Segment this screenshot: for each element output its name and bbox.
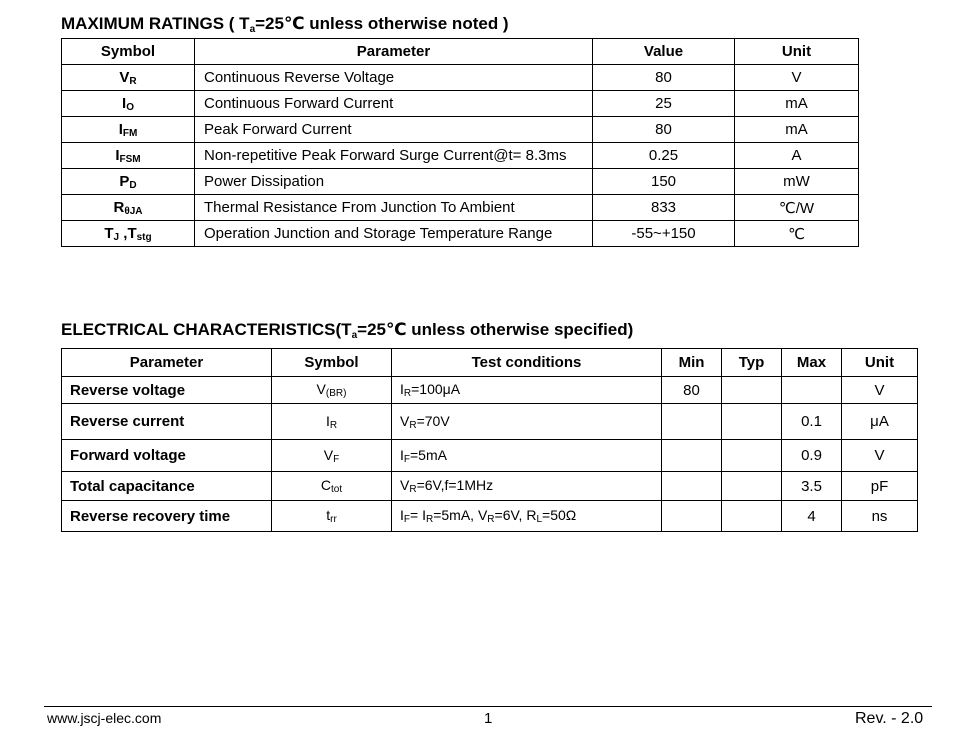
condition-subscript: R [409, 484, 417, 495]
header-min: Min [662, 349, 722, 377]
electrical-title: ELECTRICAL $CHARACTERISTICS(T_a=25℃$ unless otherwise specified) [61, 320, 634, 341]
symbol-main: ,T [119, 224, 137, 242]
electrical-header-row [62, 349, 918, 377]
electrical-row [62, 440, 918, 472]
symbol-cell [62, 91, 195, 117]
value-cell: 25 [593, 91, 735, 117]
value-cell: 80 [593, 117, 735, 143]
condition-subscript: F [403, 514, 410, 525]
electrical-table [61, 348, 918, 532]
header-typ: Typ [722, 349, 782, 377]
header-unit: Unit [842, 349, 918, 377]
condition-symbol: V [400, 412, 410, 429]
max-ratings-row [62, 195, 859, 221]
parameter-cell: Forward voltage [62, 440, 272, 472]
unit-cell: ℃ [735, 221, 859, 247]
unit-cell: A [735, 143, 859, 169]
test-conditions-cell [392, 501, 662, 532]
min-cell [662, 501, 722, 532]
max-cell: 3.5 [782, 472, 842, 501]
symbol-main: I [118, 120, 123, 138]
condition-subscript: R [487, 514, 495, 525]
typ-cell [722, 501, 782, 532]
symbol-cell [272, 377, 392, 404]
electrical-row [62, 472, 918, 501]
max-cell [782, 377, 842, 404]
symbol-main: P [119, 172, 130, 190]
electrical-row [62, 377, 918, 404]
header-max: Max [782, 349, 842, 377]
symbol-main: V [323, 446, 334, 463]
symbol-main: V [119, 68, 130, 86]
condition-value: =100μA [411, 381, 461, 397]
parameter-cell: Continuous Forward Current [195, 91, 593, 117]
symbol-subscript: stg [136, 231, 152, 243]
electrical-row [62, 501, 918, 532]
test-conditions-cell [392, 440, 662, 472]
parameter-cell: Reverse voltage [62, 377, 272, 404]
symbol-main: C [320, 477, 331, 493]
max-ratings-row [62, 169, 859, 195]
footer-website: www.jscj-elec.com [47, 710, 162, 726]
parameter-cell: Peak Forward Current [195, 117, 593, 143]
symbol-main: R [113, 198, 125, 216]
unit-cell: mA [735, 91, 859, 117]
typ-cell [722, 377, 782, 404]
max-ratings-title: MAXIMUM RATINGS ( $T_a=25℃$ unless otherwise noted ) [61, 14, 509, 35]
unit-cell: V [842, 440, 918, 472]
header-test-conditions: Test conditions [392, 349, 662, 377]
parameter-cell: Reverse current [62, 404, 272, 440]
min-cell [662, 472, 722, 501]
test-conditions-cell [392, 404, 662, 440]
symbol-main: T [104, 224, 114, 242]
symbol-cell [62, 117, 195, 143]
symbol-subscript: (BR) [325, 388, 347, 399]
symbol-subscript: FSM [119, 153, 141, 165]
header-value: Value [593, 39, 735, 65]
max-ratings-row [62, 91, 859, 117]
value-cell: 80 [593, 65, 735, 91]
symbol-subscript: F [333, 453, 340, 465]
symbol-main: t [326, 507, 331, 523]
condition-subscript: F [403, 453, 410, 465]
symbol-cell [62, 169, 195, 195]
condition-symbol: I [400, 381, 404, 397]
symbol-subscript: O [126, 101, 134, 113]
symbol-subscript: FM [122, 127, 138, 139]
symbol-subscript: θJA [124, 205, 143, 217]
typ-cell [722, 440, 782, 472]
typ-cell [722, 404, 782, 440]
symbol-subscript: tot [331, 484, 343, 495]
footer-revision: Rev. - 2.0 [855, 710, 924, 727]
min-cell [662, 404, 722, 440]
unit-cell: V [842, 377, 918, 404]
unit-cell: ℃/W [735, 195, 859, 221]
max-cell: 0.1 [782, 404, 842, 440]
symbol-cell [272, 404, 392, 440]
condition-subscript: R [403, 388, 412, 399]
condition-value: =5mA, [433, 507, 478, 523]
value-cell: -55~+150 [593, 221, 735, 247]
symbol-subscript: rr [330, 514, 337, 525]
symbol-cell [62, 195, 195, 221]
symbol-main: I [122, 94, 127, 112]
unit-cell: ns [842, 501, 918, 532]
symbol-cell [62, 65, 195, 91]
symbol-cell [62, 221, 195, 247]
symbol-main: I [115, 146, 120, 164]
min-cell: 80 [662, 377, 722, 404]
parameter-cell: Operation Junction and Storage Temperature Range [195, 221, 593, 247]
condition-symbol: I [400, 446, 404, 463]
unit-cell: μA [842, 404, 918, 440]
condition-value: =6V,f=1MHz [416, 477, 494, 493]
symbol-main: V [316, 381, 326, 397]
condition-subscript: R [425, 514, 434, 525]
parameter-cell: Total capacitance [62, 472, 272, 501]
condition-subscript: L [536, 514, 543, 525]
condition-symbol: R [526, 507, 537, 523]
parameter-cell: Continuous Reverse Voltage [195, 65, 593, 91]
max-ratings-row [62, 221, 859, 247]
max-cell: 4 [782, 501, 842, 532]
header-unit: Unit [735, 39, 859, 65]
value-cell: 833 [593, 195, 735, 221]
symbol-main: I [325, 412, 330, 429]
max-ratings-table [61, 38, 859, 247]
condition-value: =5mA [410, 446, 447, 463]
min-cell [662, 440, 722, 472]
header-symbol: Symbol [272, 349, 392, 377]
symbol-subscript: R [329, 419, 338, 431]
max-ratings-row [62, 117, 859, 143]
footer-divider [44, 706, 932, 707]
condition-subscript: R [409, 419, 417, 431]
header-symbol: Symbol [62, 39, 195, 65]
symbol-cell [272, 472, 392, 501]
condition-symbol: V [400, 477, 410, 493]
header-parameter: Parameter [62, 349, 272, 377]
condition-symbol: I [422, 507, 426, 523]
parameter-cell: Thermal Resistance From Junction To Ambient [195, 195, 593, 221]
condition-symbol: I [400, 507, 404, 523]
value-cell: 150 [593, 169, 735, 195]
test-conditions-cell [392, 377, 662, 404]
symbol-cell [62, 143, 195, 169]
test-conditions-cell [392, 472, 662, 501]
unit-cell: mW [735, 169, 859, 195]
header-parameter: Parameter [195, 39, 593, 65]
symbol-subscript: D [129, 179, 137, 191]
condition-value: = [410, 507, 423, 523]
max-ratings-row [62, 143, 859, 169]
unit-cell: mA [735, 117, 859, 143]
parameter-cell: Non-repetitive Peak Forward Surge Current@t= 8.3ms [195, 143, 593, 169]
condition-value: =50Ω [542, 507, 577, 523]
unit-cell: pF [842, 472, 918, 501]
electrical-row [62, 404, 918, 440]
value-cell: 0.25 [593, 143, 735, 169]
max-ratings-row [62, 65, 859, 91]
condition-value: =6V, [494, 507, 527, 523]
symbol-cell [272, 440, 392, 472]
unit-cell: V [735, 65, 859, 91]
max-cell: 0.9 [782, 440, 842, 472]
footer-page-number: 1 [484, 710, 493, 727]
condition-symbol: V [477, 507, 488, 523]
symbol-subscript: R [129, 75, 137, 87]
typ-cell [722, 472, 782, 501]
parameter-cell: Reverse recovery time [62, 501, 272, 532]
condition-value: =70V [416, 412, 450, 429]
symbol-subscript: J [113, 231, 120, 243]
max-ratings-header-row [62, 39, 859, 65]
symbol-cell [272, 501, 392, 532]
parameter-cell: Power Dissipation [195, 169, 593, 195]
